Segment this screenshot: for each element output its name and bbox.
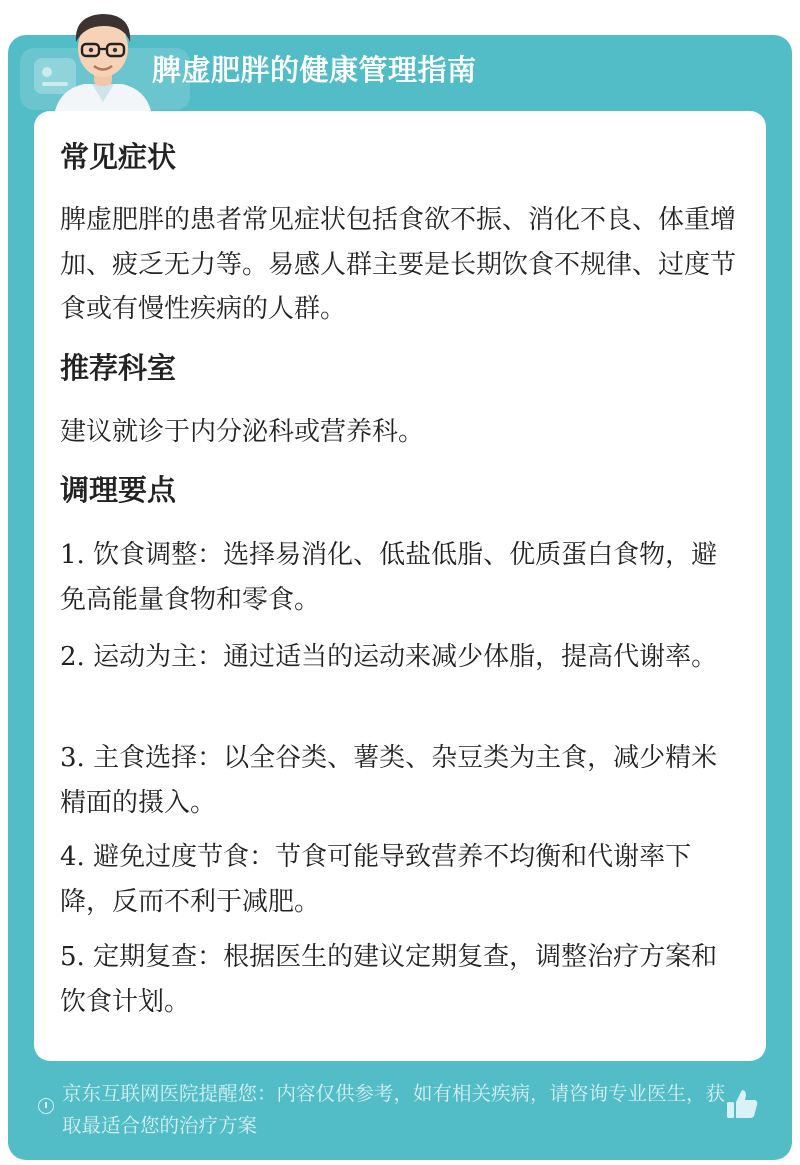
care-item-text: 主食选择：以全谷类、薯类、杂豆类为主食，减少精米精面的摄入。 [60,743,718,818]
disclaimer-text: 京东互联网医院提醒您：内容仅供参考，如有相关疾病，请咨询专业医生，获取最适合您的治疗方案 [62,1082,726,1137]
section-heading-symptoms: 常见症状 [60,140,177,174]
care-item-text: 饮食调整：选择易消化、低盐低脂、优质蛋白食物，避免高能量食物和零食。 [60,540,718,615]
care-item-3 [60,736,740,825]
care-item-number: 5. [60,942,85,972]
care-item-text: 运动为主：通过适当的运动来减少体脂，提高代谢率。 [93,642,718,672]
care-item-4 [60,835,740,924]
symptoms-text: 脾虚肥胖的患者常见症状包括食欲不振、消化不良、体重增加、疲乏无力等。易感人群主要是长期饮食不规律、过度节食或有慢性疾病的人群。 [60,205,737,324]
section-heading-department: 推荐科室 [60,351,177,385]
care-item-text: 避免过度节食：节食可能导致营养不均衡和代谢率下降，反而不利于减肥。 [60,842,692,917]
thumbs-up-icon[interactable] [724,1086,760,1122]
care-item-number: 2. [60,642,85,672]
care-item-2 [60,635,740,680]
care-item-5 [60,935,740,1024]
page-title: 脾虚肥胖的健康管理指南 [152,53,477,87]
care-item-number: 3. [60,743,85,773]
department-text: 建议就诊于内分泌科或营养科。 [60,417,425,447]
info-icon [38,1098,54,1114]
section-heading-care: 调理要点 [60,473,177,507]
care-item-number: 4. [60,842,85,872]
care-item-text: 定期复查：根据医生的建议定期复查，调整治疗方案和饮食计划。 [60,942,718,1017]
care-item-1 [60,533,740,622]
care-item-number: 1. [60,540,85,570]
doctor-avatar [44,4,162,116]
